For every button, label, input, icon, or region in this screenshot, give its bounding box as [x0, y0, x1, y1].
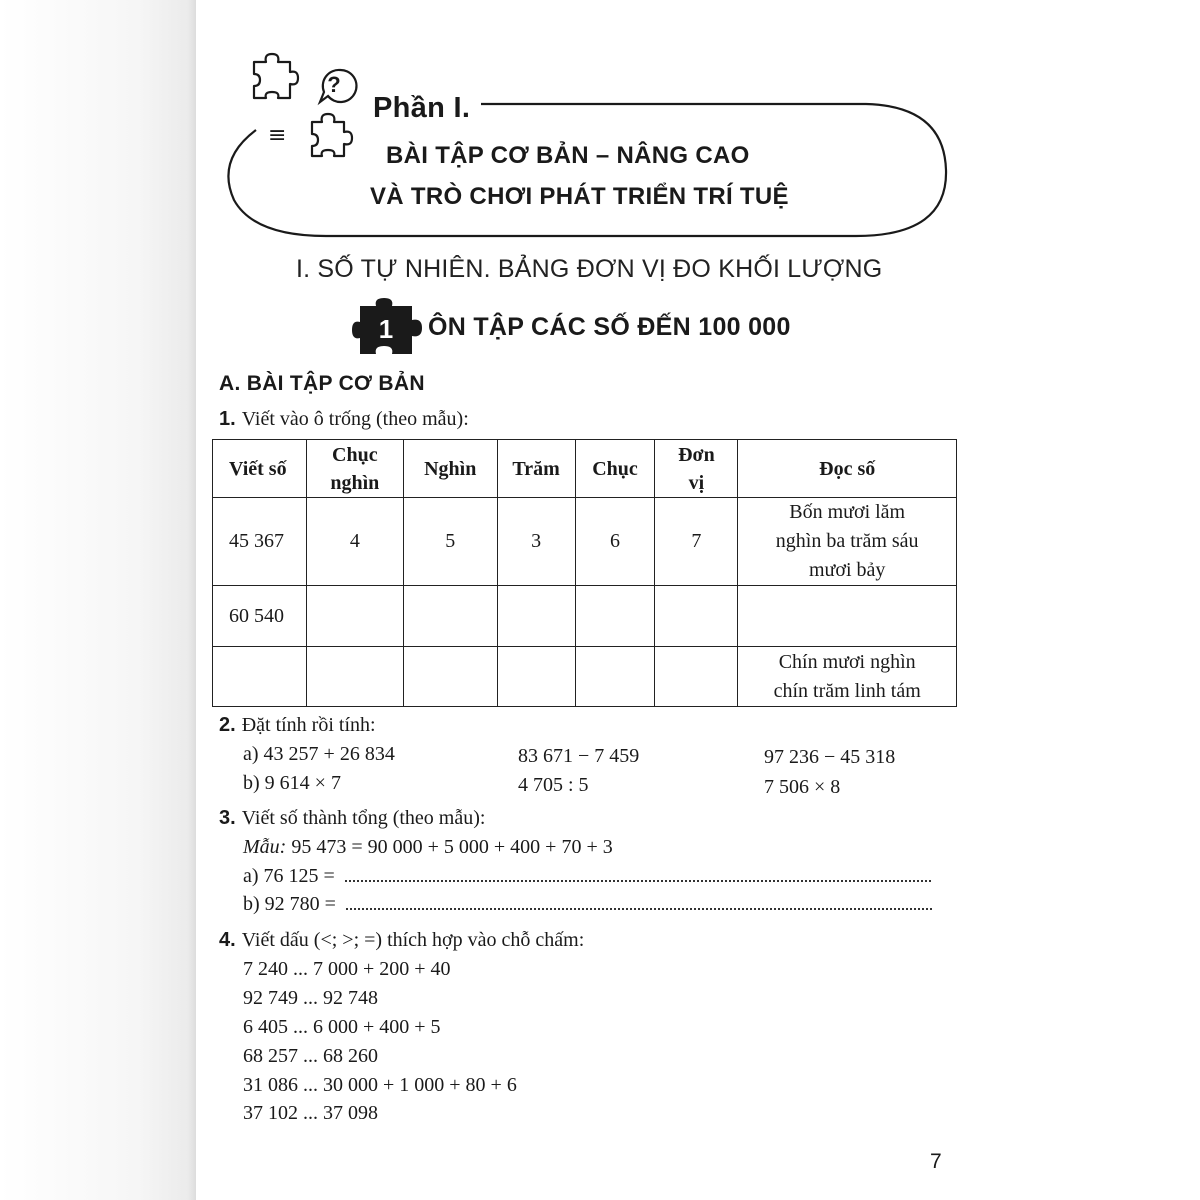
cell-digit: 7 — [655, 498, 738, 586]
table-row — [213, 647, 957, 707]
exercise-2-item: 97 236 − 45 318 — [764, 746, 896, 768]
comparison-item: 37 102 ... 37 098 — [243, 1102, 378, 1124]
cell-digit-blank[interactable] — [306, 647, 403, 707]
banner-line-1: BÀI TẬP CƠ BẢN – NÂNG CAO — [386, 142, 750, 169]
cell-digit: 3 — [497, 498, 575, 586]
exercise-2-item: b) 9 614 × 7 — [243, 772, 341, 794]
cell-reading: Bốn mươi lăm nghìn ba trăm sáu mươi bảy — [738, 498, 957, 586]
comparison-item: 6 405 ... 6 000 + 400 + 5 — [243, 1016, 441, 1038]
exercise-3-item-a — [243, 865, 931, 888]
exercise-number: 2. — [219, 714, 236, 736]
comparison-item: 7 240 ... 7 000 + 200 + 40 — [243, 958, 451, 980]
cell-digit: 4 — [306, 498, 403, 586]
banner-line-2: VÀ TRÒ CHƠI PHÁT TRIỂN TRÍ TUỆ — [370, 183, 789, 210]
cell-digit-blank[interactable] — [306, 586, 403, 647]
cell-number: 60 540 — [213, 586, 307, 647]
question-bubble-icon — [320, 70, 356, 102]
example-label: Mẫu: — [243, 836, 287, 858]
header-chuc-nghin: Chục nghìn — [306, 440, 403, 498]
cell-digit-blank[interactable] — [575, 647, 655, 707]
exercise-3-instruction — [219, 807, 485, 830]
cell-digit: 6 — [575, 498, 655, 586]
menu-lines-icon: ≡ — [268, 123, 287, 148]
cell-digit-blank[interactable] — [403, 647, 497, 707]
item-label: b) 92 780 = — [243, 893, 336, 915]
cell-digit-blank[interactable] — [497, 586, 575, 647]
chapter-title: I. SỐ TỰ NHIÊN. BẢNG ĐƠN VỊ ĐO KHỐI LƯỢNG — [296, 255, 883, 283]
cell-number-blank[interactable] — [213, 647, 307, 707]
instruction-text: Viết số thành tổng (theo mẫu): — [241, 807, 486, 829]
section-a-title: A. BÀI TẬP CƠ BẢN — [219, 372, 425, 395]
instruction-text: Đặt tính rồi tính: — [241, 714, 376, 736]
header-doc-so: Đọc số — [738, 440, 957, 498]
lesson-number: 1 — [378, 314, 394, 344]
book-spine-shadow — [0, 0, 196, 1200]
answer-dotted-line[interactable] — [346, 896, 932, 910]
puzzle-piece-small-icon — [312, 114, 352, 156]
item-label: a) 76 125 = — [243, 865, 335, 887]
exercise-2-item: 7 506 × 8 — [764, 776, 841, 798]
table-header-row — [213, 440, 957, 498]
exercise-1-instruction — [219, 408, 469, 431]
cell-digit: 5 — [403, 498, 497, 586]
example-text: 95 473 = 90 000 + 5 000 + 400 + 70 + 3 — [291, 836, 613, 858]
place-value-table — [212, 439, 957, 707]
header-don-vi: Đơn vị — [655, 440, 738, 498]
lesson-puzzle-badge-icon — [352, 298, 424, 358]
exercise-4-instruction — [219, 929, 584, 952]
question-mark: ? — [327, 72, 341, 97]
exercise-2-item: 83 671 − 7 459 — [518, 745, 640, 767]
comparison-item: 92 749 ... 92 748 — [243, 987, 378, 1009]
instruction-text: Viết dấu (<; >; =) thích hợp vào chỗ chấm: — [241, 929, 585, 951]
header-tram: Trăm — [497, 440, 575, 498]
puzzle-icons — [248, 52, 378, 164]
part-title: Phần I. — [373, 92, 471, 124]
page-number: 7 — [930, 1150, 942, 1173]
exercise-2-item: a) 43 257 + 26 834 — [243, 743, 395, 765]
exercise-2-instruction — [219, 714, 376, 737]
comparison-item: 68 257 ... 68 260 — [243, 1045, 378, 1067]
cell-reading: Chín mươi nghìn chín trăm linh tám — [738, 647, 957, 707]
exercise-3-item-b — [243, 893, 932, 916]
exercise-2-item: 4 705 : 5 — [518, 774, 589, 796]
cell-digit-blank[interactable] — [655, 586, 738, 647]
cell-digit-blank[interactable] — [655, 647, 738, 707]
cell-reading-blank[interactable] — [738, 586, 957, 647]
cell-digit-blank[interactable] — [575, 586, 655, 647]
table-row — [213, 498, 957, 586]
cell-digit-blank[interactable] — [497, 647, 575, 707]
exercise-number: 4. — [219, 929, 236, 951]
comparison-item: 31 086 ... 30 000 + 1 000 + 80 + 6 — [243, 1074, 517, 1096]
instruction-text: Viết vào ô trống (theo mẫu): — [241, 408, 469, 430]
exercise-3-example — [243, 836, 613, 859]
puzzle-piece-icon — [254, 54, 298, 98]
header-viet-so: Viết số — [213, 440, 307, 498]
table-row — [213, 586, 957, 647]
header-nghin: Nghìn — [403, 440, 497, 498]
header-chuc: Chục — [575, 440, 655, 498]
exercise-number: 3. — [219, 807, 236, 829]
cell-digit-blank[interactable] — [403, 586, 497, 647]
exercise-number: 1. — [219, 408, 236, 430]
lesson-title: ÔN TẬP CÁC SỐ ĐẾN 100 000 — [428, 313, 791, 341]
answer-dotted-line[interactable] — [345, 868, 931, 882]
cell-number: 45 367 — [213, 498, 307, 586]
